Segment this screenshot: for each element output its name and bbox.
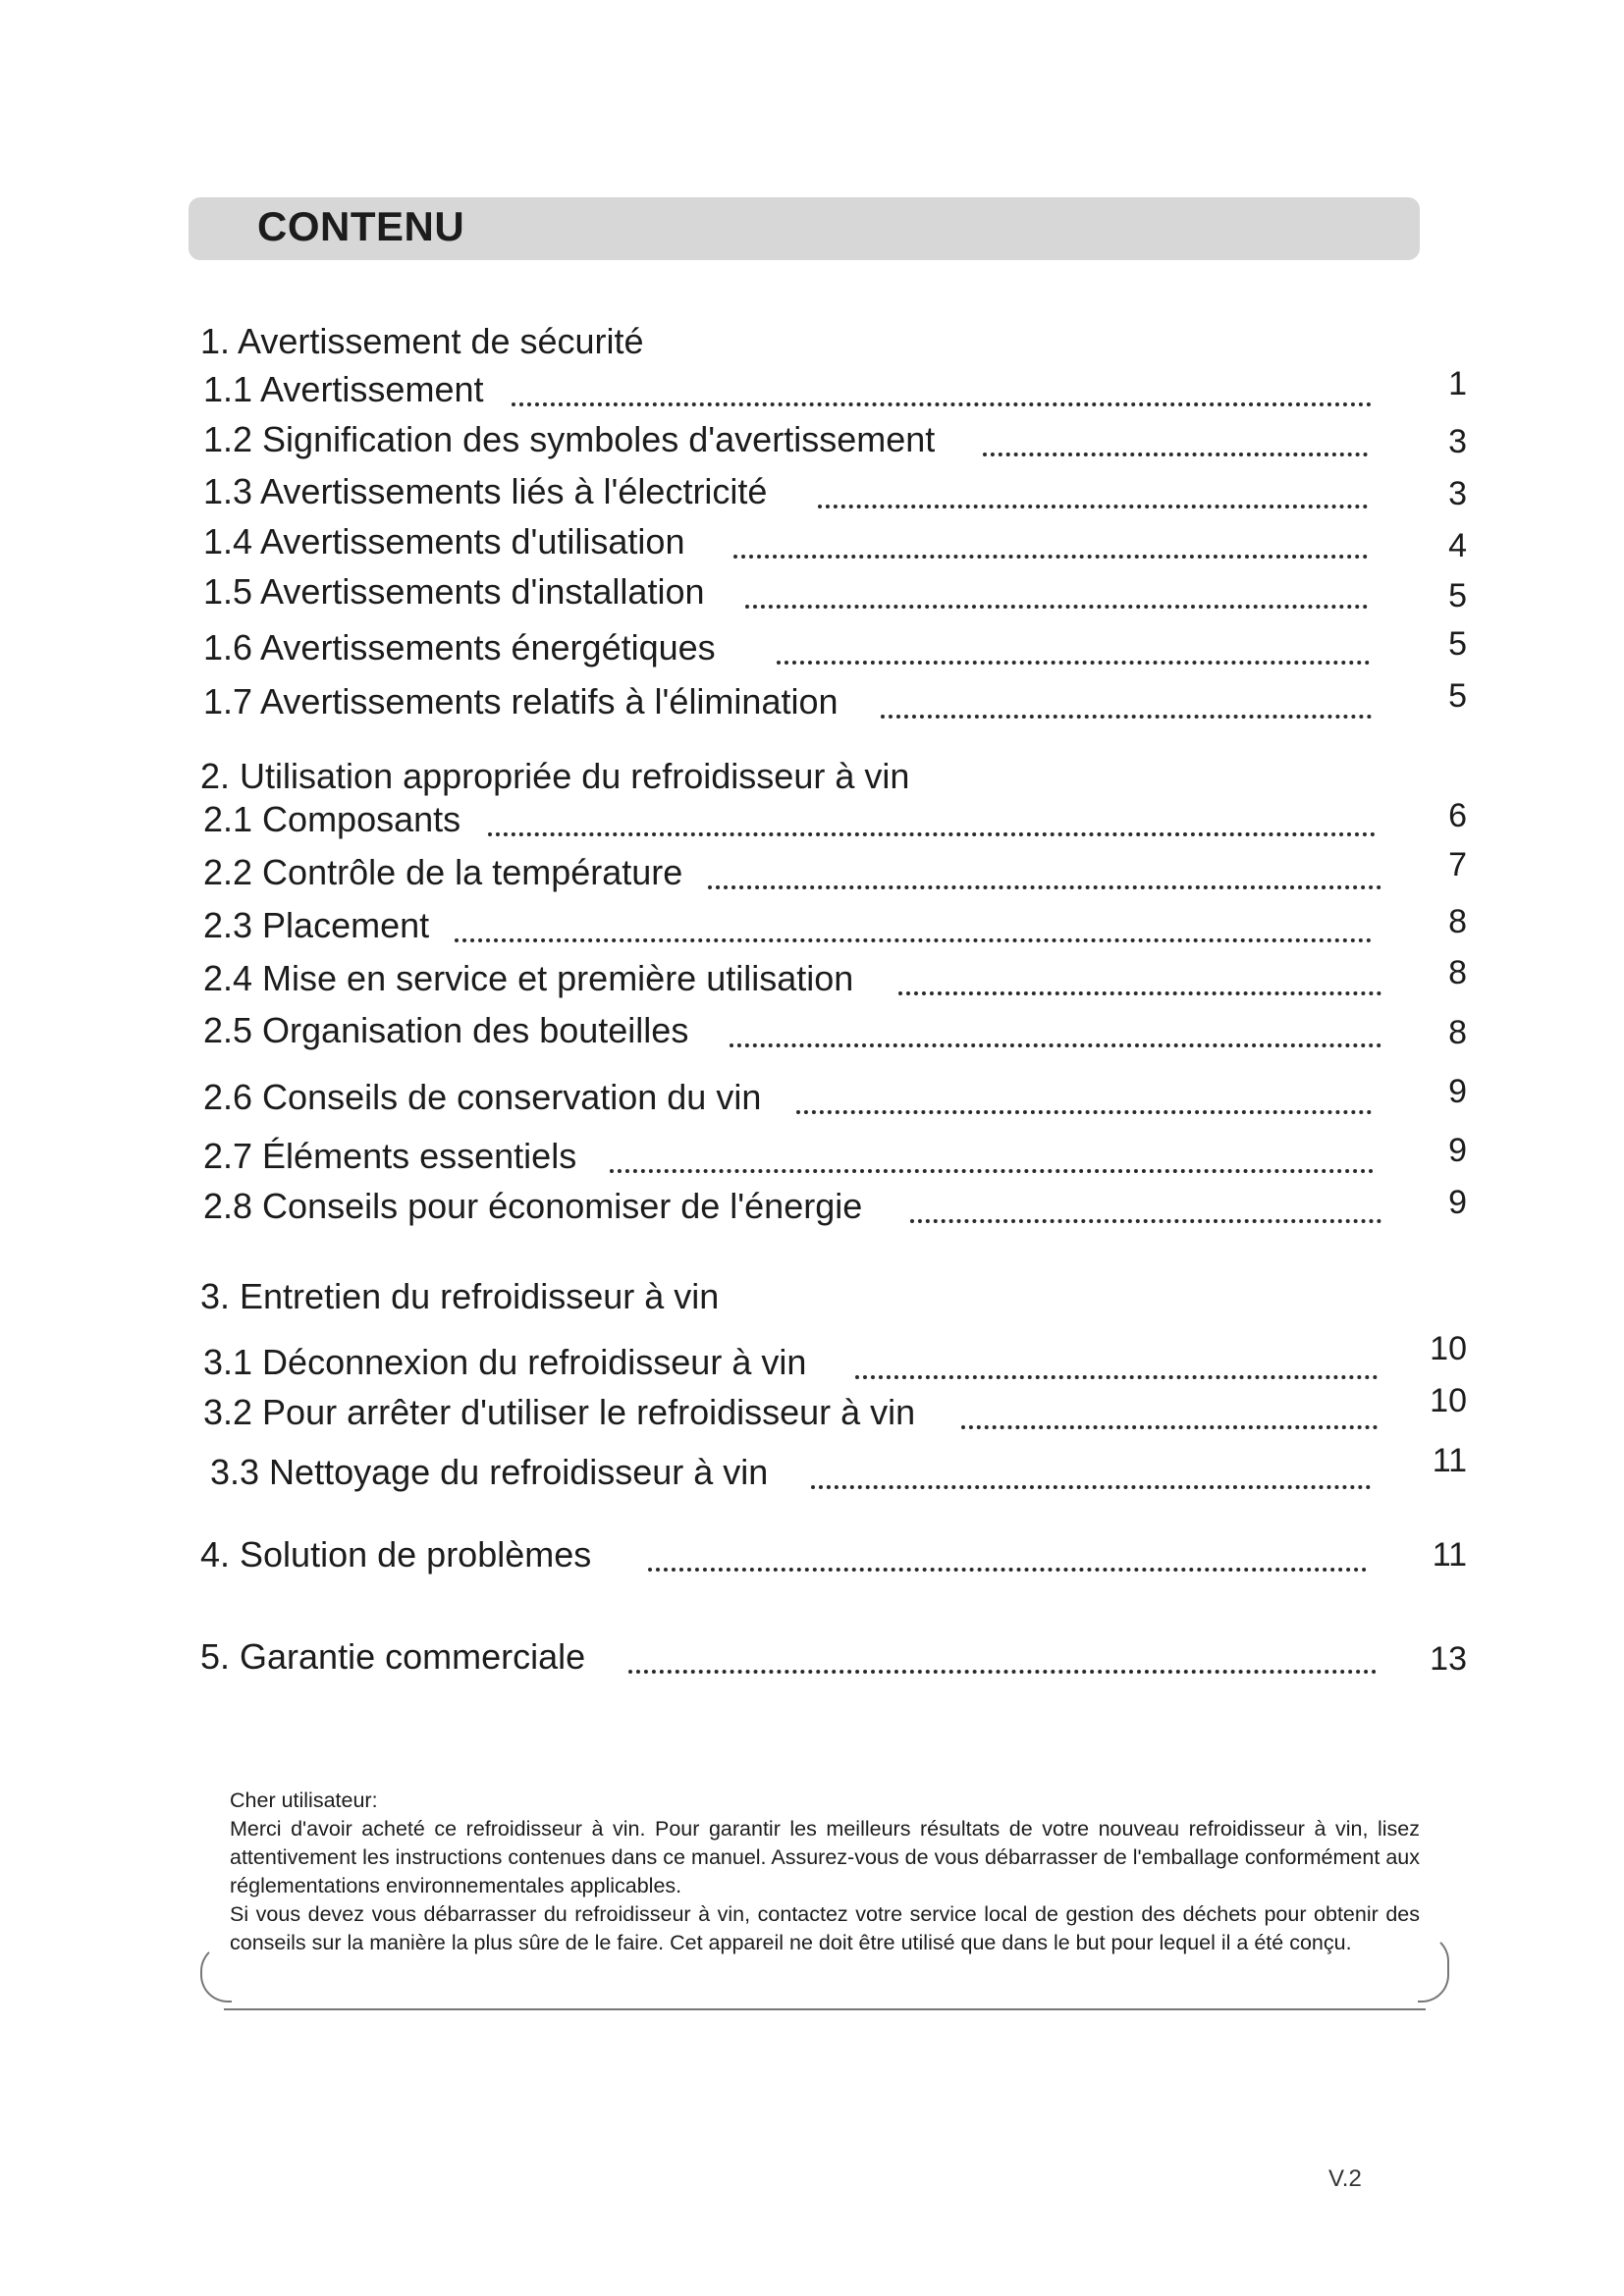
- toc-entry-label: 2.2 Contrôle de la température: [203, 852, 683, 892]
- toc-page-number: 8: [1448, 954, 1467, 991]
- dot-leader: [910, 1215, 1381, 1223]
- dot-leader: [455, 934, 1372, 942]
- toc-entry-label: 1.7 Avertissements relatifs à l'élimination: [203, 681, 839, 721]
- toc-entry-label: 3.1 Déconnexion du refroidisseur à vin: [203, 1342, 807, 1382]
- toc-entry-2-6[interactable]: [203, 1073, 1467, 1122]
- toc-page-number: 3: [1448, 475, 1467, 512]
- toc-entry-label: 1.1 Avertissement: [203, 369, 484, 409]
- toc-entry-2-4[interactable]: [203, 954, 1467, 1003]
- toc-entry-3-3[interactable]: [210, 1442, 1467, 1497]
- toc-page-number: 11: [1432, 1442, 1467, 1479]
- toc-entry-1-1[interactable]: [203, 365, 1467, 414]
- toc-page-number: 5: [1448, 625, 1467, 663]
- toc-entry-1-3[interactable]: [203, 471, 1467, 516]
- toc-entry-label: 1.6 Avertissements énergétiques: [203, 627, 716, 667]
- toc-page-number: 5: [1448, 677, 1467, 715]
- user-notice: [200, 1787, 1449, 2012]
- toc-entry-label: 2.4 Mise en service et première utilisation: [203, 958, 854, 998]
- dot-leader: [881, 711, 1372, 719]
- dot-leader: [818, 501, 1368, 508]
- toc-entry-label: 2.8 Conseils pour économiser de l'énergie: [203, 1186, 863, 1226]
- dot-leader: [898, 988, 1381, 995]
- toc-page-number: 11: [1432, 1536, 1467, 1574]
- toc-entry-3-2[interactable]: [203, 1382, 1467, 1437]
- notice-paragraph: Merci d'avoir acheté ce refroidisseur à vin. Pour garantir les meilleurs résultats de votre nouveau refroidisseur à vin, lisez attentivement les instructions contenues dans ce manuel. Assurez-vous de vous débarrasser de l'emballage conformément aux réglementations environnementales applicables.: [230, 1817, 1420, 1897]
- toc-entry-4[interactable]: [200, 1534, 1467, 1579]
- dot-leader: [961, 1421, 1378, 1429]
- dot-leader: [730, 1040, 1381, 1047]
- dot-leader: [628, 1666, 1377, 1674]
- toc-entry-label: 1.3 Avertissements liés à l'électricité: [203, 471, 768, 511]
- dot-leader: [796, 1106, 1372, 1114]
- toc-entry-1-7[interactable]: [203, 677, 1467, 726]
- toc-page-number: 8: [1448, 1014, 1467, 1051]
- dot-leader: [648, 1564, 1367, 1572]
- toc-entry-label: 2.3 Placement: [203, 905, 430, 945]
- toc-page-number: 9: [1448, 1132, 1467, 1169]
- toc-entry-5[interactable]: [200, 1636, 1467, 1682]
- toc-page-number: 4: [1448, 527, 1467, 564]
- dot-leader: [610, 1165, 1374, 1173]
- notice-border-bottom: [224, 2008, 1426, 2010]
- toc-page-number: 9: [1448, 1073, 1467, 1110]
- toc-entry-2-2[interactable]: [203, 846, 1467, 897]
- toc-page-number: 9: [1448, 1184, 1467, 1221]
- toc-entry-1-2[interactable]: [203, 419, 1467, 464]
- dot-leader: [745, 601, 1368, 609]
- toc-section-1-title: 1. Avertissement de sécurité: [200, 321, 644, 361]
- dot-leader: [512, 399, 1372, 406]
- toc-entry-2-8[interactable]: [203, 1184, 1467, 1231]
- contents-title: CONTENU: [257, 203, 465, 249]
- toc-page-number: 7: [1448, 846, 1467, 883]
- toc-page-number: 1: [1448, 365, 1467, 402]
- toc-page-number: 10: [1430, 1330, 1467, 1367]
- toc-entry-3-1[interactable]: [203, 1330, 1467, 1387]
- notice-border-left: [200, 1944, 232, 2002]
- toc-entry-1-5[interactable]: [203, 571, 1467, 616]
- toc-entry-label: 1.5 Avertissements d'installation: [203, 571, 705, 612]
- toc-entry-label: 4. Solution de problèmes: [200, 1534, 592, 1575]
- toc-page-number: 5: [1448, 577, 1467, 614]
- toc-entry-label: 2.5 Organisation des bouteilles: [203, 1010, 689, 1050]
- notice-border-right: [1418, 1934, 1449, 2002]
- toc-page-number: 13: [1430, 1640, 1467, 1678]
- notice-greeting: Cher utilisateur:: [230, 1789, 378, 1812]
- dot-leader: [777, 657, 1370, 665]
- toc-entry-1-4[interactable]: [203, 521, 1467, 566]
- version-label: V.2: [1328, 2165, 1362, 2192]
- toc-page-number: 6: [1448, 797, 1467, 834]
- toc-entry-label: 2.1 Composants: [203, 799, 461, 839]
- toc-entry-label: 1.2 Signification des symboles d'avertissement: [203, 419, 936, 459]
- toc-entry-2-7[interactable]: [203, 1132, 1467, 1181]
- toc-entry-label: 5. Garantie commerciale: [200, 1636, 586, 1677]
- dot-leader: [811, 1481, 1371, 1489]
- toc-entry-label: 3.3 Nettoyage du refroidisseur à vin: [210, 1452, 769, 1492]
- notice-text: [230, 1787, 1420, 1957]
- toc-page-number: 10: [1430, 1382, 1467, 1419]
- toc-entry-label: 2.6 Conseils de conservation du vin: [203, 1077, 762, 1117]
- dot-leader: [708, 881, 1381, 889]
- toc-page-number: 3: [1448, 423, 1467, 460]
- toc-entry-1-6[interactable]: [203, 625, 1467, 672]
- dot-leader: [488, 828, 1376, 836]
- toc-page-number: 8: [1448, 903, 1467, 940]
- toc-entry-label: 1.4 Avertissements d'utilisation: [203, 521, 685, 561]
- toc-entry-2-3[interactable]: [203, 903, 1467, 950]
- toc-entry-label: 2.7 Éléments essentiels: [203, 1136, 577, 1176]
- toc-entry-label: 3.2 Pour arrêter d'utiliser le refroidisseur à vin: [203, 1392, 916, 1432]
- toc-section-3-title: 3. Entretien du refroidisseur à vin: [200, 1276, 720, 1316]
- toc-entry-2-5[interactable]: [203, 1010, 1467, 1055]
- dot-leader: [733, 551, 1368, 559]
- dot-leader: [855, 1371, 1378, 1379]
- dot-leader: [983, 449, 1368, 456]
- toc-entry-2-1[interactable]: [203, 797, 1467, 844]
- toc-section-2-title: 2. Utilisation appropriée du refroidisseur à vin: [200, 756, 910, 796]
- notice-paragraph: Si vous devez vous débarrasser du refroidisseur à vin, contactez votre service local de gestion des déchets pour obtenir des conseils sur la manière la plus sûre de le faire. Cet appareil ne doit être utilisé que dans le but pour lequel il a été conçu.: [230, 1902, 1420, 1954]
